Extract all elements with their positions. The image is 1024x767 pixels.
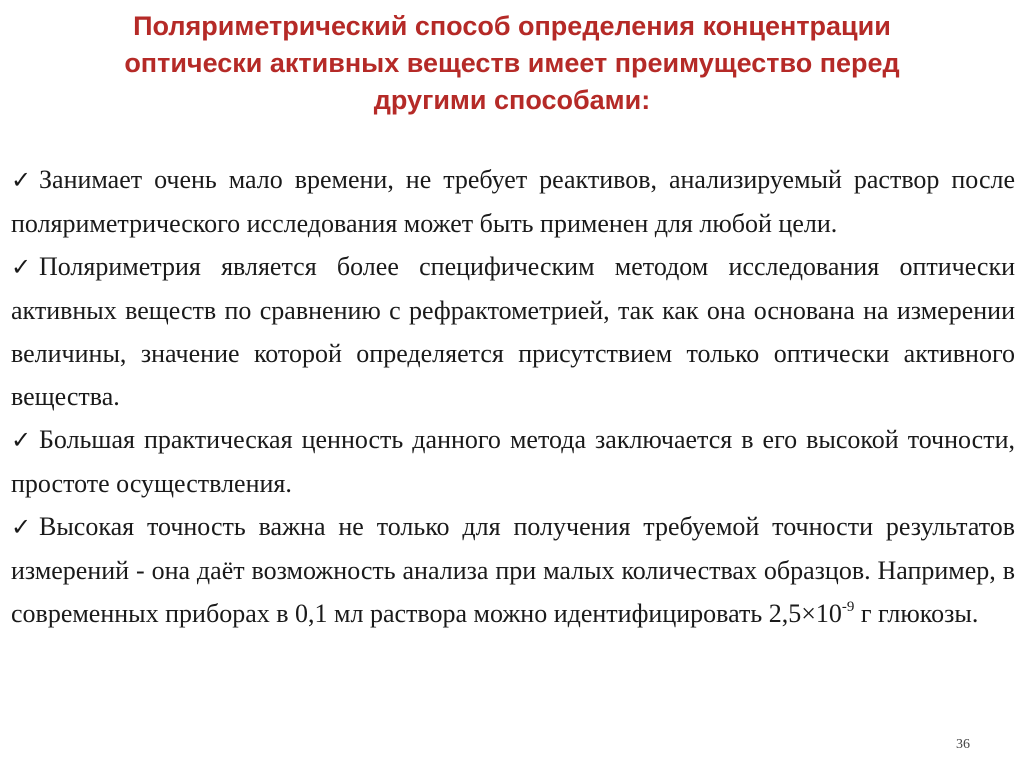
bullet-text-1: Занимает очень мало времени, не требует реактивов, анализируемый раствор после поляриметрического исследования может быть применен для любой цели. xyxy=(11,165,1015,238)
slide-title xyxy=(20,8,1004,119)
title-line-2: оптически активных веществ имеет преимущество перед xyxy=(124,48,900,78)
bullet-item-3 xyxy=(11,418,1015,505)
bullet-text-4: Высокая точность важна не только для получения требуемой точности результатов измерений - она даёт возможность анализа при малых количествах образцов. Например, в современных приборах в 0,1 мл раствора можно идентифицировать 2,5×10 xyxy=(11,512,1015,628)
bullet-text-4-end: г глюкозы. xyxy=(854,599,979,628)
checkmark-icon: ✓ xyxy=(11,166,32,194)
bullet-text-2: Поляриметрия является более специфическим методом исследования оптически активных веществ по сравнению с рефрактометрией, так как она основана на измерении величины, значение которой определяется присутствием только оптически активного вещества. xyxy=(11,252,1015,411)
bullet-text-3: Большая практическая ценность данного метода заключается в его высокой точности, простоте осуществления. xyxy=(11,425,1015,498)
bullet-item-4 xyxy=(11,505,1015,635)
page-number: 36 xyxy=(956,737,970,752)
checkmark-icon: ✓ xyxy=(11,426,32,454)
checkmark-icon: ✓ xyxy=(11,513,32,541)
checkmark-icon: ✓ xyxy=(11,253,32,281)
title-line-1: Поляриметрический способ определения концентрации xyxy=(133,11,891,41)
bullet-item-2 xyxy=(11,245,1015,418)
title-line-3: другими способами: xyxy=(373,85,651,115)
exponent: -9 xyxy=(841,599,855,615)
bullet-item-1 xyxy=(11,158,1015,245)
bullet-list xyxy=(11,158,1015,635)
